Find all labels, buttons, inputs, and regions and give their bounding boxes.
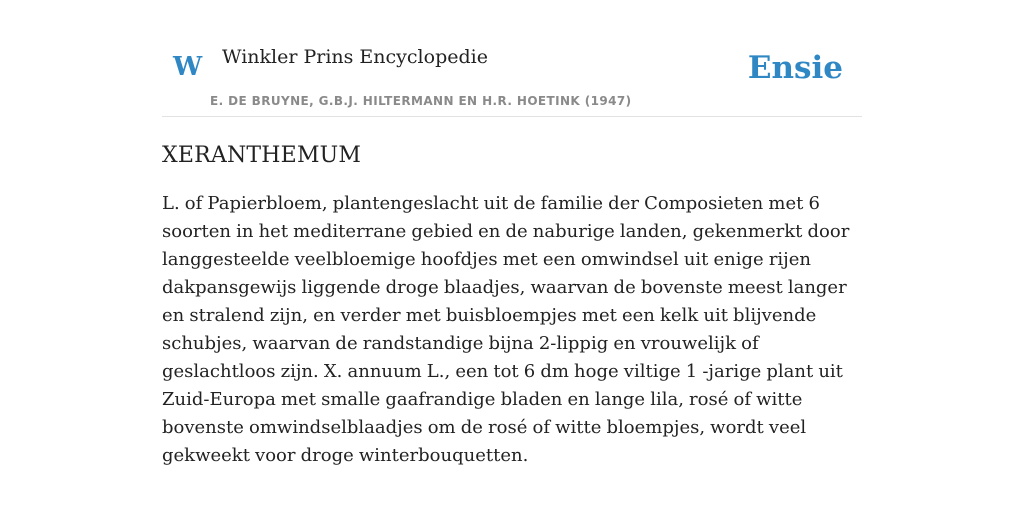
entry-body-text: L. of Papierbloem, plantengeslacht uit de familie der Composieten met 6 soorten in het mediterrane gebied en de naburige landen, gekenmerkt door langgesteelde veelbloemige hoofdjes met een omwindsel uit enige rijen dakpansgewijs liggende droge blaadjes, waarvan de bovenste meest langer en stralend zijn, en verder met buisbloempjes met een kelk uit blijvende schubjes, waarvan de randstandige bijna 2-lippig en vrouwelijk of geslachtloos zijn. X. annuum L., een tot 6 dm hoge viltige 1 -jarige plant uit Zuid-Europa met smalle gaafrandige bladen en lange lila, rosé of witte bovenste omwindselblaadjes om de rosé of witte bloempjes, wordt veel gekweekt voor droge winterbouquetten. <box>162 193 850 466</box>
ensie-brand-logo[interactable]: Ensie <box>747 50 843 86</box>
encyclopedia-entry-card <box>162 0 862 470</box>
source-authors: E. DE BRUYNE, G.B.J. HILTERMANN EN H.R. HOETINK (1947) <box>210 94 632 108</box>
source-logo-icon[interactable]: W <box>173 52 203 82</box>
source-header <box>162 0 862 117</box>
source-title-link[interactable]: Winkler Prins Encyclopedie <box>222 46 488 68</box>
entry-title: XERANTHEMUM <box>162 143 362 168</box>
